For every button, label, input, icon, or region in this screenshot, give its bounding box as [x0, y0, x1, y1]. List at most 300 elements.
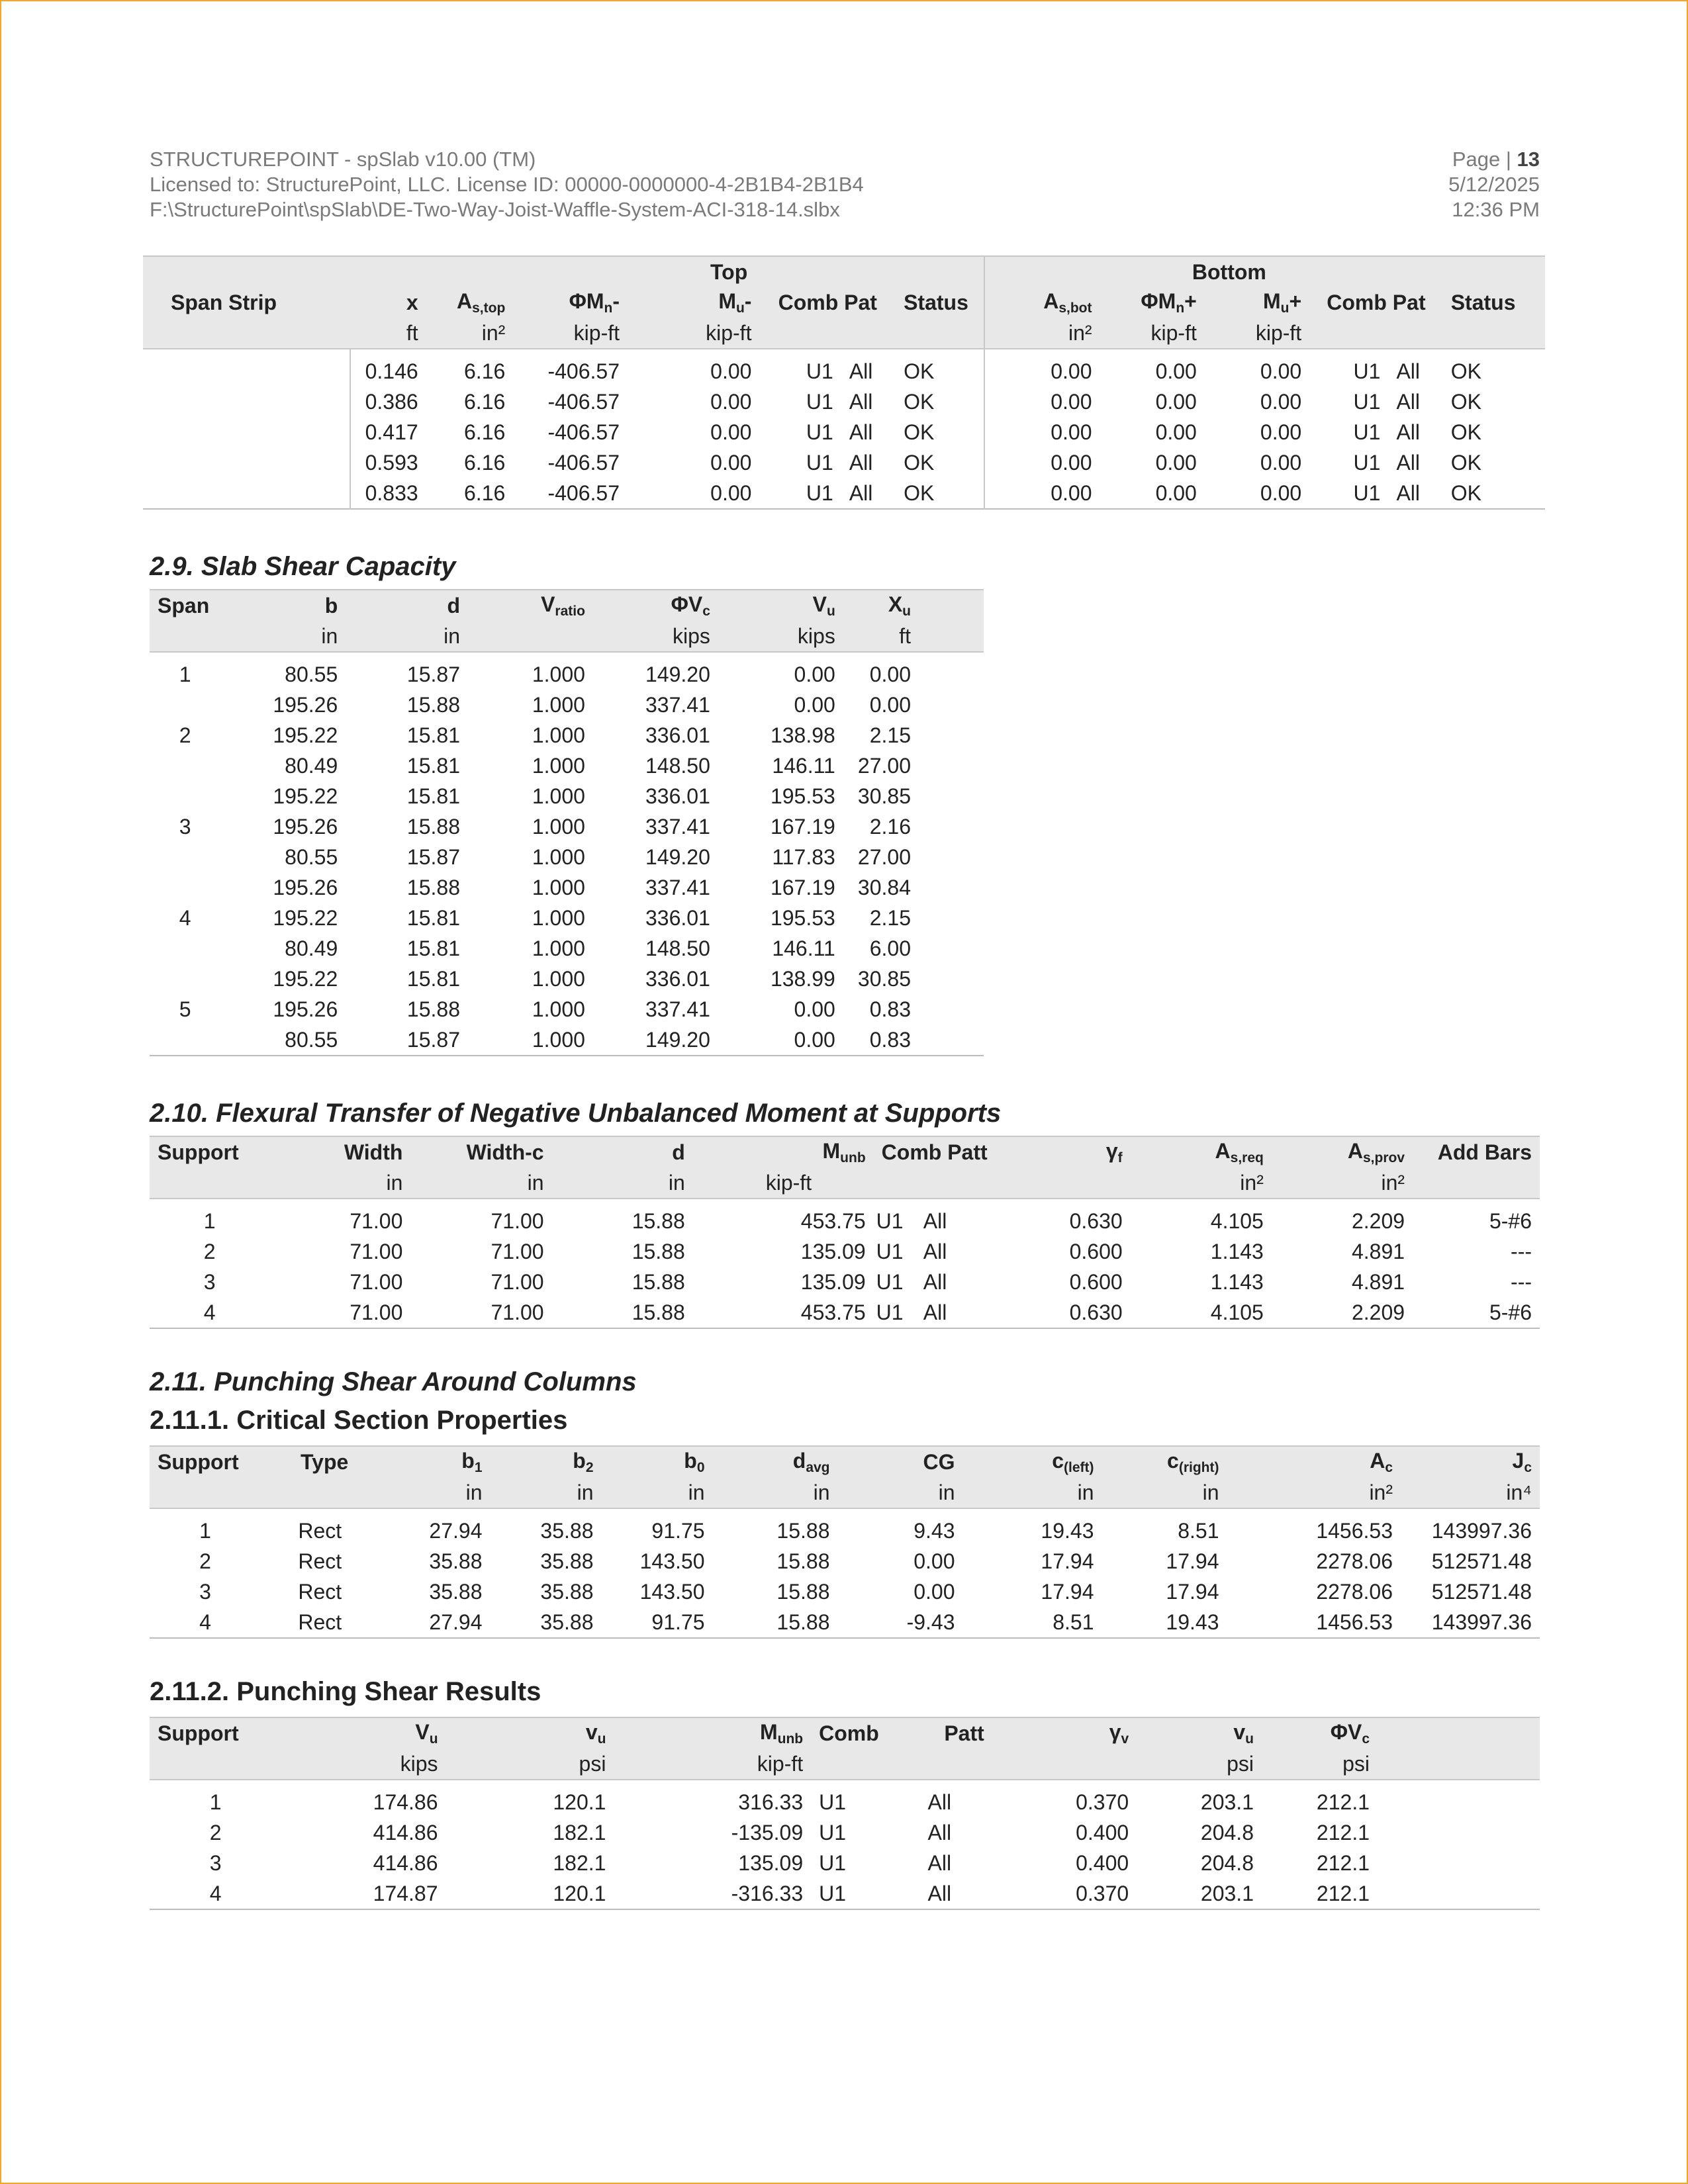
unit-c-right: in [1202, 1480, 1219, 1504]
table-cell: 212.1 [1316, 1850, 1370, 1875]
table-cell: All [923, 1208, 947, 1233]
table-cell: 35.88 [429, 1549, 483, 1573]
table-row [150, 690, 984, 720]
col-ac [1227, 1446, 1401, 1477]
table-cell: 91.75 [651, 1610, 705, 1634]
table-cell: 143997.36 [1431, 1610, 1532, 1634]
table-cell: 4.105 [1210, 1208, 1264, 1233]
gammav-sub: v [1121, 1731, 1129, 1747]
table-cell: 146.11 [772, 753, 835, 778]
col-width: Width [344, 1140, 403, 1164]
table-cell: 146.11 [772, 936, 835, 960]
table-cell: 15.88 [632, 1300, 685, 1324]
table-cell: 91.75 [651, 1518, 705, 1543]
subsection-title-punching-results: 2.11.2. Punching Shear Results [150, 1677, 541, 1706]
unit-b1: in [465, 1480, 483, 1504]
table-cell [150, 751, 220, 781]
table-cell: 1456.53 [1316, 1610, 1393, 1634]
table-cell: OK [1450, 480, 1481, 505]
col-span: Span [158, 593, 210, 617]
col-mu-pos [1205, 287, 1309, 318]
table-cell: U1 [806, 420, 833, 444]
table-cell: 212.1 [1316, 1881, 1370, 1905]
table-cell: 80.55 [285, 662, 338, 686]
jc-sub: c [1524, 1459, 1532, 1475]
table-cell: 2.16 [869, 814, 911, 839]
table-cell: 4.891 [1351, 1239, 1405, 1263]
ac-sub: c [1385, 1459, 1393, 1475]
unit-mu-neg: kip-ft [706, 320, 752, 345]
jc-symbol: J [1512, 1448, 1524, 1473]
table-cell: 453.75 [800, 1208, 866, 1233]
table-cell: 15.81 [406, 723, 460, 747]
table-cell: 15.81 [406, 905, 460, 930]
col-support: Support [158, 1721, 239, 1745]
table-cell: 143.50 [639, 1579, 705, 1604]
table-cell: 19.43 [1041, 1518, 1094, 1543]
table-cell: 2 [209, 1820, 222, 1844]
table-row [150, 652, 984, 690]
xu-symbol: X [888, 592, 903, 616]
table-row [150, 811, 984, 842]
table-row [150, 720, 984, 751]
table-cell: 148.50 [645, 753, 710, 778]
critical-section-table [150, 1445, 1540, 1639]
table-cell: 15.88 [776, 1518, 830, 1543]
davg-symbol: d [792, 1448, 806, 1473]
table-row [150, 1199, 1540, 1236]
col-c-right [1102, 1446, 1227, 1477]
unit-as-top: in² [481, 320, 506, 345]
table-cell: U1 [819, 1820, 847, 1844]
table-cell: 203.1 [1200, 1881, 1254, 1905]
unit-d: in [668, 1170, 685, 1195]
munb-symbol: M [760, 1719, 778, 1744]
table-row [143, 349, 1545, 387]
table-cell: All [1396, 359, 1420, 383]
table-cell: OK [1450, 420, 1481, 444]
table-cell: --- [1511, 1239, 1532, 1263]
table-cell: 512571.48 [1431, 1549, 1532, 1573]
table-cell: 0.600 [1069, 1239, 1123, 1263]
table-cell: U1 [806, 480, 833, 505]
table-cell: 17.94 [1041, 1549, 1094, 1573]
table-cell: 0.00 [1260, 450, 1302, 475]
table-cell: 149.20 [645, 662, 710, 686]
mu-pos-sub: u [1280, 300, 1289, 316]
col-as-bot [984, 287, 1100, 318]
table-row [150, 1817, 1540, 1848]
table-cell: 71.00 [350, 1269, 403, 1294]
table-cell: 337.41 [645, 997, 710, 1021]
table-cell: 0.00 [710, 420, 752, 444]
table-cell: 316.33 [738, 1790, 804, 1814]
table-cell [150, 933, 220, 964]
phimn-neg-suffix: - [612, 289, 620, 313]
b0-sub: 0 [696, 1459, 705, 1475]
table-cell: 30.85 [857, 966, 911, 991]
table-cell: 0.00 [984, 349, 1100, 387]
table-cell: 5-#6 [1489, 1300, 1532, 1324]
table-row [150, 1780, 1540, 1817]
unit-phimn-pos: kip-ft [1150, 320, 1197, 345]
table-cell: 0.386 [365, 389, 418, 414]
table-cell: All [927, 1790, 952, 1814]
unit-ac: in² [1369, 1480, 1393, 1504]
page-indicator [1448, 147, 1540, 172]
phimn-pos-suffix: + [1184, 289, 1197, 313]
table-cell-empty [1378, 1817, 1540, 1848]
table-cell: 71.00 [491, 1239, 544, 1263]
unit-b2: in [577, 1480, 594, 1504]
table-cell: 117.83 [772, 844, 835, 869]
mu-neg-sub: u [735, 300, 745, 316]
table-cell: 0.00 [710, 480, 752, 505]
table-cell: 204.8 [1200, 1820, 1254, 1844]
table-cell: 0.600 [1069, 1269, 1123, 1294]
table-cell: 6.00 [869, 936, 911, 960]
section-title-flexural-transfer: 2.10. Flexural Transfer of Negative Unbalanced Moment at Supports [150, 1099, 1002, 1128]
table-cell: 453.75 [800, 1300, 866, 1324]
table-cell: 0.00 [710, 389, 752, 414]
report-time: 12:36 PM [1452, 198, 1540, 221]
table-row [143, 447, 1545, 478]
table-cell [143, 387, 350, 417]
b2-symbol: b [573, 1448, 586, 1473]
table-cell: 8.51 [1178, 1518, 1219, 1543]
table-cell: 0.00 [984, 387, 1100, 417]
col-cg: CG [923, 1449, 955, 1474]
col-comb-pat-top: Comb Pat [778, 290, 877, 314]
table-cell: -406.57 [547, 450, 620, 475]
asreq-sub: s,req [1230, 1150, 1264, 1165]
table-cell: 138.98 [770, 723, 835, 747]
table-cell: 0.00 [1260, 389, 1302, 414]
table-cell: 1.000 [532, 844, 585, 869]
table-cell: Rect [298, 1610, 342, 1634]
table-cell: 80.55 [285, 1027, 338, 1052]
vu-sub: u [597, 1731, 606, 1747]
table-cell: 0.00 [1155, 420, 1197, 444]
table-cell: 0.00 [710, 359, 752, 383]
table-row [150, 903, 984, 933]
table-cell: 182.1 [553, 1850, 606, 1875]
cleft-symbol: c [1052, 1448, 1064, 1473]
table-cell: 195.26 [273, 814, 338, 839]
table-row [150, 994, 984, 1024]
table-cell: 195.26 [273, 875, 338, 899]
col-span-strip: Span Strip [171, 290, 277, 314]
phimn-neg-sub: n [604, 300, 613, 316]
table-cell: 1.000 [532, 662, 585, 686]
unit-davg: in [813, 1480, 830, 1504]
table-cell: 336.01 [645, 784, 710, 808]
section-title-punching-shear: 2.11. Punching Shear Around Columns [150, 1367, 637, 1396]
program-title: STRUCTUREPOINT - spSlab v10.00 (TM) [150, 148, 536, 171]
unit-b0: in [688, 1480, 705, 1504]
table-cell: All [1396, 450, 1420, 475]
table-cell: 143.50 [639, 1549, 705, 1573]
col-status-top: Status [904, 290, 968, 314]
table-cell: 1.000 [532, 692, 585, 717]
table-cell: 138.99 [770, 966, 835, 991]
table-cell: 71.00 [350, 1300, 403, 1324]
table-cell: 414.86 [373, 1820, 438, 1844]
table-cell: 4 [179, 905, 191, 930]
table-cell: 15.81 [406, 966, 460, 991]
table-cell: 6.16 [464, 389, 506, 414]
table-cell: 195.53 [770, 905, 835, 930]
table-cell: U1 [1353, 420, 1381, 444]
table-cell: 1.143 [1210, 1269, 1264, 1294]
as-top-sub: s,top [472, 300, 506, 316]
table-row [150, 1267, 1540, 1297]
table-cell: 0.00 [984, 417, 1100, 447]
table-cell: U1 [1353, 359, 1381, 383]
table-cell: 4.105 [1210, 1300, 1264, 1324]
vu-sub: u [826, 603, 835, 619]
col-Vu [281, 1717, 445, 1749]
table-cell: All [927, 1820, 952, 1844]
table-cell: 3 [199, 1579, 211, 1604]
table-cell: 15.87 [406, 844, 460, 869]
table-cell: 2.209 [1351, 1300, 1405, 1324]
table-cell: All [849, 480, 873, 505]
table-cell: 0.00 [794, 662, 835, 686]
table-cell: Rect [298, 1579, 342, 1604]
table-cell: -135.09 [731, 1820, 804, 1844]
table-cell: 195.26 [273, 692, 338, 717]
asprov-symbol: A [1347, 1138, 1363, 1163]
table-cell: 174.86 [373, 1790, 438, 1814]
table-cell: 0.00 [984, 478, 1100, 509]
table-cell: 15.81 [406, 784, 460, 808]
critical-section-block [150, 1445, 1540, 1639]
unit-vu-total: psi [1227, 1751, 1254, 1776]
xu-sub: u [902, 603, 911, 619]
unit-phimn-neg: kip-ft [573, 320, 620, 345]
munb-symbol: M [822, 1138, 841, 1163]
table-cell: 1.000 [532, 753, 585, 778]
table-cell: U1 [1353, 450, 1381, 475]
table-cell: 1.000 [532, 723, 585, 747]
col-vratio [468, 590, 593, 621]
group-top-label: Top [710, 259, 748, 284]
table-cell: 27.94 [429, 1518, 483, 1543]
unit-as-req: in² [1240, 1170, 1264, 1195]
table-cell [143, 417, 350, 447]
table-row [150, 1508, 1540, 1546]
phimn-neg-symbol: ΦM [569, 289, 604, 313]
col-gamma-f [1004, 1136, 1131, 1167]
table-cell: U1 [876, 1208, 904, 1233]
table-cell: 71.00 [350, 1208, 403, 1233]
vu2-symbol: v [1233, 1719, 1246, 1744]
phimn-pos-symbol: ΦM [1141, 289, 1176, 313]
table-cell: 0.630 [1069, 1300, 1123, 1324]
table-row [150, 1878, 1540, 1909]
table-cell: 30.84 [857, 875, 911, 899]
table-cell: 15.88 [406, 692, 460, 717]
unit-xu: ft [899, 623, 911, 648]
table-cell: 182.1 [553, 1820, 606, 1844]
col-support: Support [158, 1449, 239, 1474]
col-vu-stress [446, 1717, 614, 1749]
davg-sub: avg [806, 1459, 830, 1475]
table-cell: 2 [203, 1239, 216, 1263]
table-cell: All [849, 359, 873, 383]
table-cell: 135.09 [800, 1269, 866, 1294]
ac-symbol: A [1370, 1448, 1385, 1473]
table-row [150, 751, 984, 781]
section-title-slab-shear: 2.9. Slab Shear Capacity [150, 552, 456, 581]
table-cell: U1 [876, 1269, 904, 1294]
table-cell: 195.22 [273, 784, 338, 808]
table-cell: 204.8 [1200, 1850, 1254, 1875]
col-b: b [324, 593, 338, 617]
col-munb [693, 1136, 874, 1167]
munb-sub: unb [840, 1150, 866, 1165]
table-cell: All [849, 450, 873, 475]
unit-b: in [321, 623, 338, 648]
table-cell-empty [1378, 1780, 1540, 1817]
unit-munb: kip-ft [757, 1751, 804, 1776]
unit-munb: kip-ft [765, 1170, 812, 1195]
table-cell: 0.83 [869, 1027, 911, 1052]
table-cell: 15.88 [406, 875, 460, 899]
table-cell: U1 [806, 450, 833, 475]
as-top-symbol: A [457, 289, 473, 313]
table-cell: 0.370 [1076, 1790, 1129, 1814]
col-phimn-neg [513, 287, 628, 318]
col-patt: Patt [944, 1721, 984, 1745]
unit-cg: in [938, 1480, 955, 1504]
b2-sub: 2 [585, 1459, 594, 1475]
table-cell: 19.43 [1166, 1610, 1219, 1634]
table-row [150, 1607, 1540, 1638]
table-cell: 2.209 [1351, 1208, 1405, 1233]
flexural-transfer-table [150, 1136, 1540, 1329]
table-cell: -406.57 [547, 420, 620, 444]
table-cell: 1.143 [1210, 1239, 1264, 1263]
table-cell: 336.01 [645, 905, 710, 930]
table-cell: 120.1 [553, 1881, 606, 1905]
col-mu-neg [628, 287, 759, 318]
col-support: Support [158, 1140, 239, 1164]
table-cell: U1 [876, 1239, 904, 1263]
table-cell: 2 [179, 723, 191, 747]
table-cell: 17.94 [1166, 1579, 1219, 1604]
table-cell: OK [904, 480, 935, 505]
table-cell: 135.09 [800, 1239, 866, 1263]
col-as-req [1131, 1136, 1272, 1167]
mu-pos-symbol: M [1263, 289, 1281, 313]
table-cell [150, 964, 220, 994]
mu-neg-symbol: M [718, 289, 736, 313]
col-c-left [963, 1446, 1102, 1477]
table-cell [150, 842, 220, 872]
table-cell: 0.00 [794, 692, 835, 717]
table-cell: 15.87 [406, 1027, 460, 1052]
table-cell: 27.94 [429, 1610, 483, 1634]
table-cell: All [1396, 480, 1420, 505]
table-cell: 337.41 [645, 692, 710, 717]
table-cell: 4 [209, 1881, 222, 1905]
table-cell: 135.09 [738, 1850, 804, 1875]
table-cell: U1 [876, 1300, 904, 1324]
col-d: d [672, 1140, 685, 1164]
reinforcement-table-block [143, 255, 1545, 510]
table-cell: 195.53 [770, 784, 835, 808]
col-davg [713, 1446, 838, 1477]
table-cell-empty [1378, 1878, 1540, 1909]
table-cell: OK [904, 450, 935, 475]
col-b1 [379, 1446, 491, 1477]
vu2-sub: u [1245, 1731, 1254, 1747]
mu-neg-suffix: - [744, 289, 752, 313]
table-row [143, 478, 1545, 509]
table-cell: OK [904, 420, 935, 444]
asreq-symbol: A [1215, 1138, 1231, 1163]
unit-d: in [444, 623, 460, 648]
table-row [150, 964, 984, 994]
table-cell: 8.51 [1053, 1610, 1094, 1634]
page-label: Page | [1452, 148, 1517, 171]
table-cell: -316.33 [731, 1881, 804, 1905]
table-cell: 71.00 [491, 1208, 544, 1233]
table-cell: 337.41 [645, 814, 710, 839]
table-row [143, 387, 1545, 417]
table-cell: 0.400 [1076, 1850, 1129, 1875]
table-cell: All [849, 389, 873, 414]
col-vu-total [1137, 1717, 1262, 1749]
table-cell: 1 [203, 1208, 216, 1233]
table-cell: 167.19 [770, 875, 835, 899]
table-cell: All [1396, 420, 1420, 444]
table-cell: 3 [179, 814, 191, 839]
table-cell: 27.00 [857, 844, 911, 869]
table-cell: 1456.53 [1316, 1518, 1393, 1543]
table-cell [150, 690, 220, 720]
table-row [150, 781, 984, 811]
table-row [150, 1546, 1540, 1576]
table-cell: 5 [179, 997, 191, 1021]
col-xu [843, 590, 984, 621]
table-cell: 15.88 [632, 1208, 685, 1233]
table-cell: 4 [199, 1610, 211, 1634]
table-cell: 15.88 [406, 997, 460, 1021]
table-cell: 120.1 [553, 1790, 606, 1814]
table-cell: 0.593 [365, 450, 418, 475]
table-cell: 2.15 [869, 723, 911, 747]
table-cell: All [923, 1269, 947, 1294]
table-cell: 15.88 [776, 1549, 830, 1573]
as-bot-sub: s,bot [1058, 300, 1092, 316]
table-cell [143, 447, 350, 478]
table-cell: 6.16 [464, 420, 506, 444]
license-line: Licensed to: StructurePoint, LLC. License ID: 00000-0000000-4-2B1B4-2B1B4 [150, 173, 864, 196]
table-cell: 15.88 [632, 1269, 685, 1294]
table-cell: 0.00 [869, 692, 911, 717]
table-cell: 195.22 [273, 905, 338, 930]
table-cell: 0.417 [365, 420, 418, 444]
unit-jc: in⁴ [1506, 1480, 1532, 1504]
table-cell: All [927, 1881, 952, 1905]
table-cell: 1 [209, 1790, 222, 1814]
col-b0 [602, 1446, 713, 1477]
table-cell: 1.000 [532, 966, 585, 991]
b0-symbol: b [684, 1448, 697, 1473]
